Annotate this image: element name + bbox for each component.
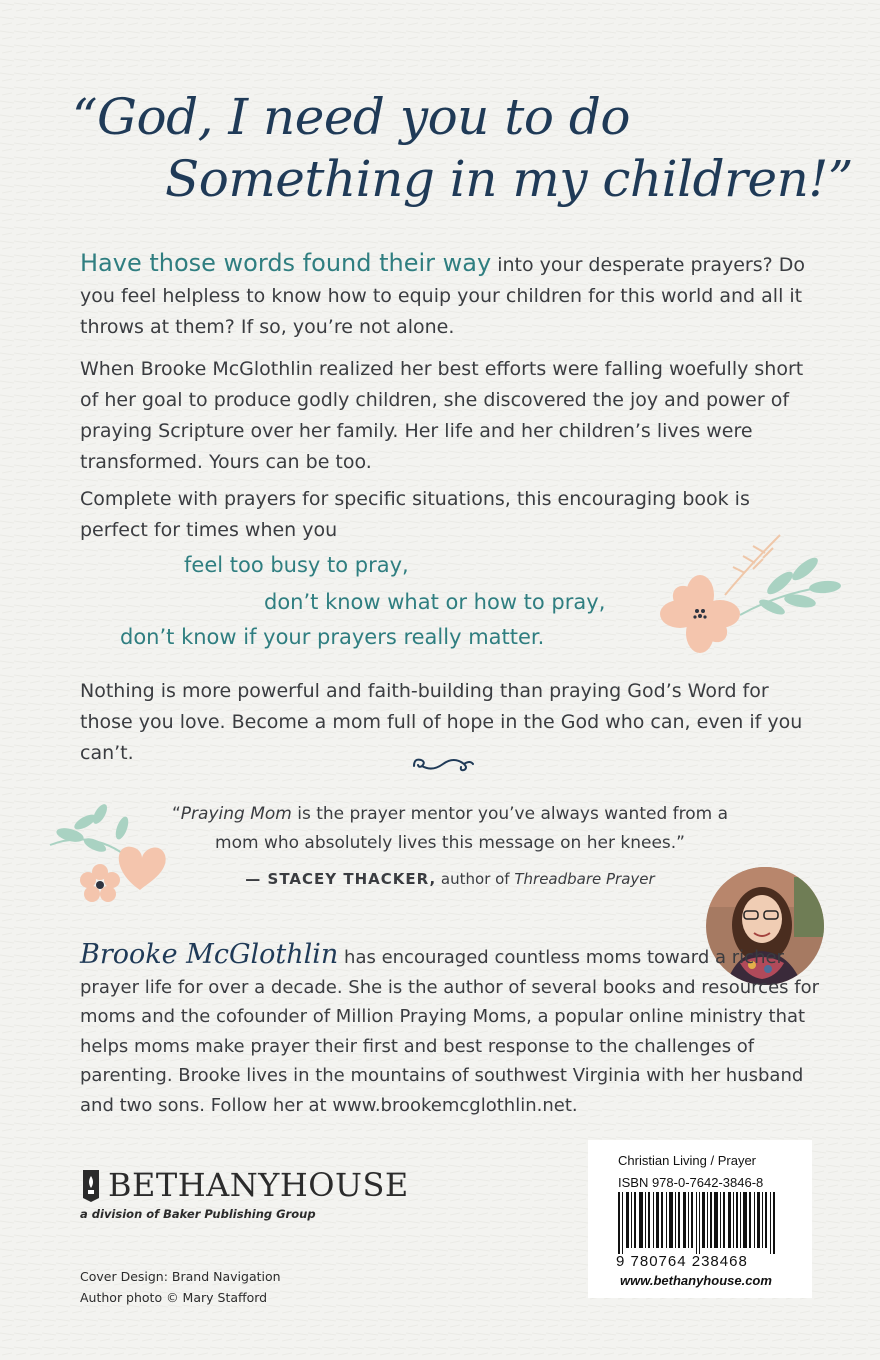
publisher-url: www.bethanyhouse.com (620, 1273, 772, 1288)
bethany-house-lamp-icon (80, 1168, 102, 1202)
barcode-number: 9 780764 238468 (616, 1253, 748, 1270)
flower-heart-decoration (30, 800, 170, 910)
bullet-1: feel too busy to pray, (184, 553, 409, 577)
author-signature: Brooke McGlothlin (80, 939, 339, 970)
author-bio-text: has encouraged countless moms toward a richer prayer life for over a decade. She is the author of several books and resources for moms and the cofounder of Million Praying Moms, a popular online ministry that helps moms make prayer their first and best response to the challenges of parenting. Brooke lives in the mountains of southwest Virginia with her husband and two sons. Follow her at www.brookemcglothlin.net. (80, 947, 819, 1116)
endorsement-quote (150, 800, 750, 858)
swirl-divider-icon (410, 754, 476, 774)
barcode-icon (618, 1192, 788, 1254)
publisher-name: BETHANYHOUSE (108, 1166, 409, 1204)
headline-line-2: Something in my children!” (165, 150, 853, 208)
endorsement-text: is the prayer mentor you’ve always wanted from a mom who absolutely lives this message on her knees.” (215, 804, 729, 853)
headline-line-1: “God, I need you to do (72, 88, 630, 146)
author-photo-credit: Author photo © Mary Stafford (80, 1290, 268, 1305)
bullet-2: don’t know what or how to pray, (264, 590, 606, 614)
endorser-name: STACEY THACKER, (267, 870, 437, 888)
flower-decoration-top (655, 525, 850, 660)
intro-rest: into your desperate prayers? Do you feel helpless to know how to equip your children for this world and all it throws at them? If so, you’re not alone. (80, 254, 805, 338)
bullet-3: don’t know if your prayers really matter. (120, 625, 545, 649)
intro-lead: Have those words found their way (80, 249, 492, 277)
endorsement-book-title: Praying Mom (180, 804, 292, 824)
endorsement-attribution (150, 870, 750, 888)
credits (80, 1266, 281, 1308)
endorser-book: Threadbare Prayer (514, 870, 655, 888)
open-quote: “ (171, 804, 181, 824)
endorser-role: author of (436, 870, 515, 888)
body-paragraph-4: Nothing is more powerful and faith-building than praying God’s Word for those you love. Become a mom full of hope in the God who can, even if you can’t. (80, 680, 803, 764)
publisher-tagline: a division of Baker Publishing Group (80, 1207, 316, 1221)
barcode-panel (588, 1140, 812, 1298)
attribution-dash: — (245, 870, 268, 888)
isbn-text: ISBN 978-0-7642-3846-8 (618, 1175, 764, 1190)
intro-paragraph (80, 248, 820, 343)
body-paragraph-2: When Brooke McGlothlin realized her best efforts were falling woefully short of her goal to produce godly children, she discovered the joy and power of praying Scripture over her family. Her life and her children’s lives were transformed. Yours can be too. (80, 358, 804, 473)
cover-design-credit: Cover Design: Brand Navigation (80, 1269, 281, 1284)
body-paragraph-3: Complete with prayers for specific situations, this encouraging book is perfect for times when you (80, 488, 750, 541)
author-bio (80, 940, 820, 1120)
book-category: Christian Living / Prayer (618, 1153, 756, 1168)
